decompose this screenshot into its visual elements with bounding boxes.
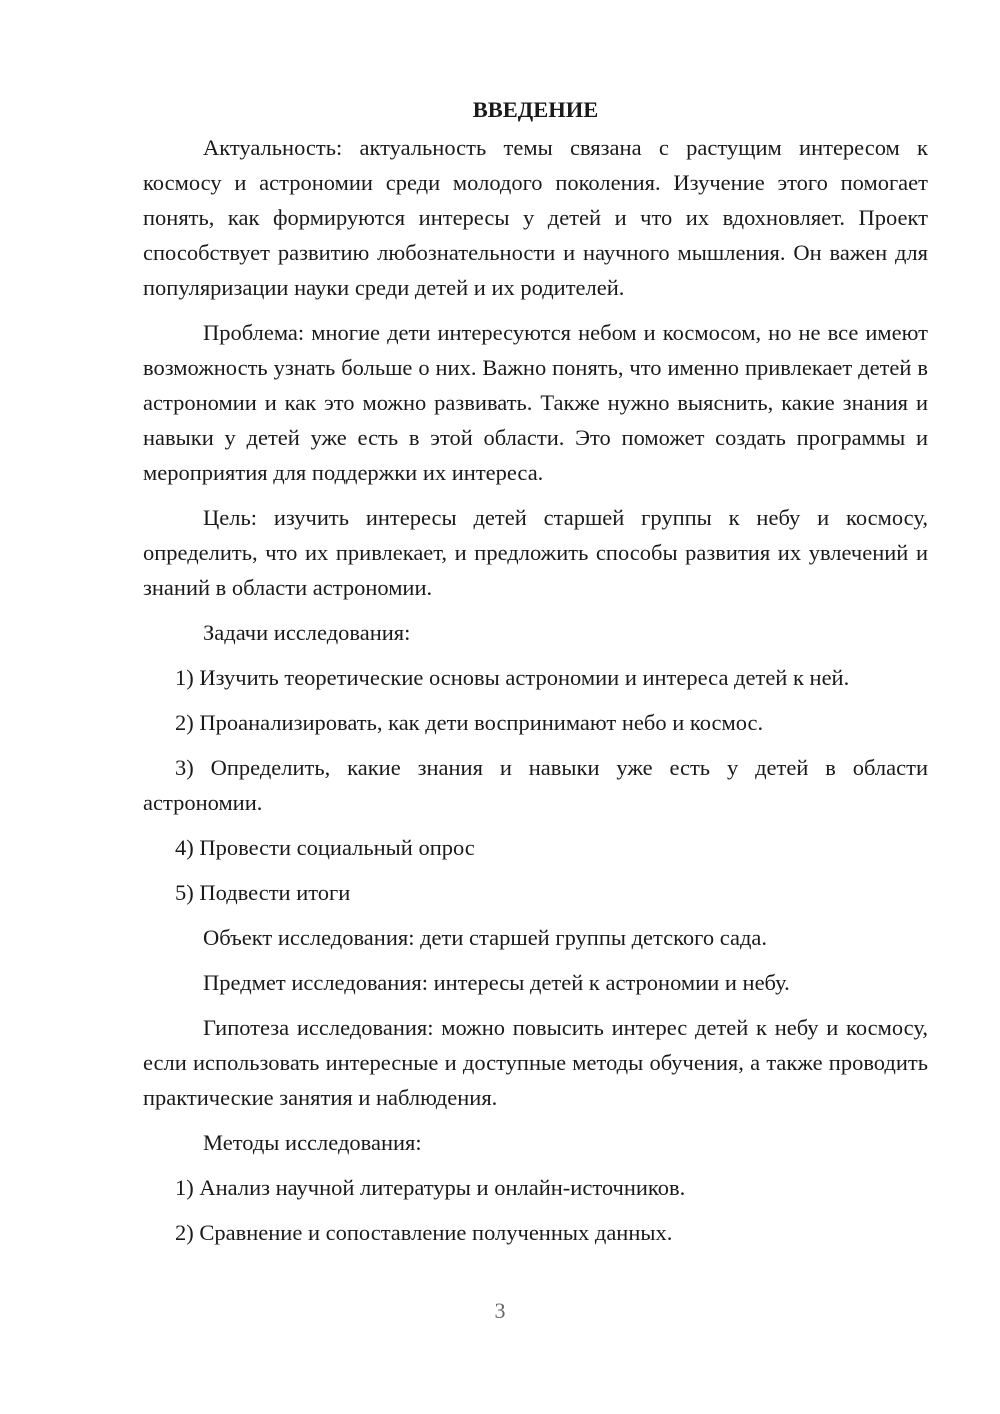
task-item: 1) Изучить теоретические основы астрономии и интереса детей к ней. xyxy=(175,665,850,690)
task-item: 2) Проанализировать, как дети воспринимают небо и космос. xyxy=(175,710,764,735)
task-item: 5) Подвести итоги xyxy=(175,880,351,905)
task-item: 3) Определить, какие знания и навыки уже есть у детей в области астрономии. xyxy=(143,755,928,815)
page-number: 3 xyxy=(494,1298,506,1323)
method-item: 1) Анализ научной литературы и онлайн-источников. xyxy=(175,1175,686,1200)
problem-paragraph: Проблема: многие дети интересуются небом и космосом, но не все имеют возможность узнать больше о них. Важно понять, что именно привлекает детей в астрономии и как это можно развивать. Также нужно выяснить, какие знания и навыки у детей уже есть в этой области. Это поможет создать программы и мероприятия для поддержки их интереса. xyxy=(143,320,928,485)
relevance-paragraph: Актуальность: актуальность темы связана с растущим интересом к космосу и астрономии среди молодого поколения. Изучение этого помогает понять, как формируются интересы у детей и что их вдохновляет. Проект способствует развитию любознательности и научного мышления. Он важен для популяризации науки среди детей и их родителей. xyxy=(143,135,928,300)
methods-title: Методы исследования: xyxy=(203,1130,422,1155)
task-item: 4) Провести социальный опрос xyxy=(175,835,475,860)
goal-paragraph: Цель: изучить интересы детей старшей группы к небу и космосу, определить, что их привлекает, и предложить способы развития их увлечений и знаний в области астрономии. xyxy=(143,505,928,600)
document-heading: ВВЕДЕНИЕ xyxy=(472,97,599,122)
subject-paragraph: Предмет исследования: интересы детей к астрономии и небу. xyxy=(203,970,790,995)
object-paragraph: Объект исследования: дети старшей группы детского сада. xyxy=(203,925,768,950)
method-item: 2) Сравнение и сопоставление полученных данных. xyxy=(175,1220,673,1245)
hypothesis-paragraph: Гипотеза исследования: можно повысить интерес детей к небу и космосу, если использовать интересные и доступные методы обучения, а также проводить практические занятия и наблюдения. xyxy=(143,1015,928,1110)
tasks-title: Задачи исследования: xyxy=(203,620,411,645)
document-page xyxy=(143,92,928,1260)
